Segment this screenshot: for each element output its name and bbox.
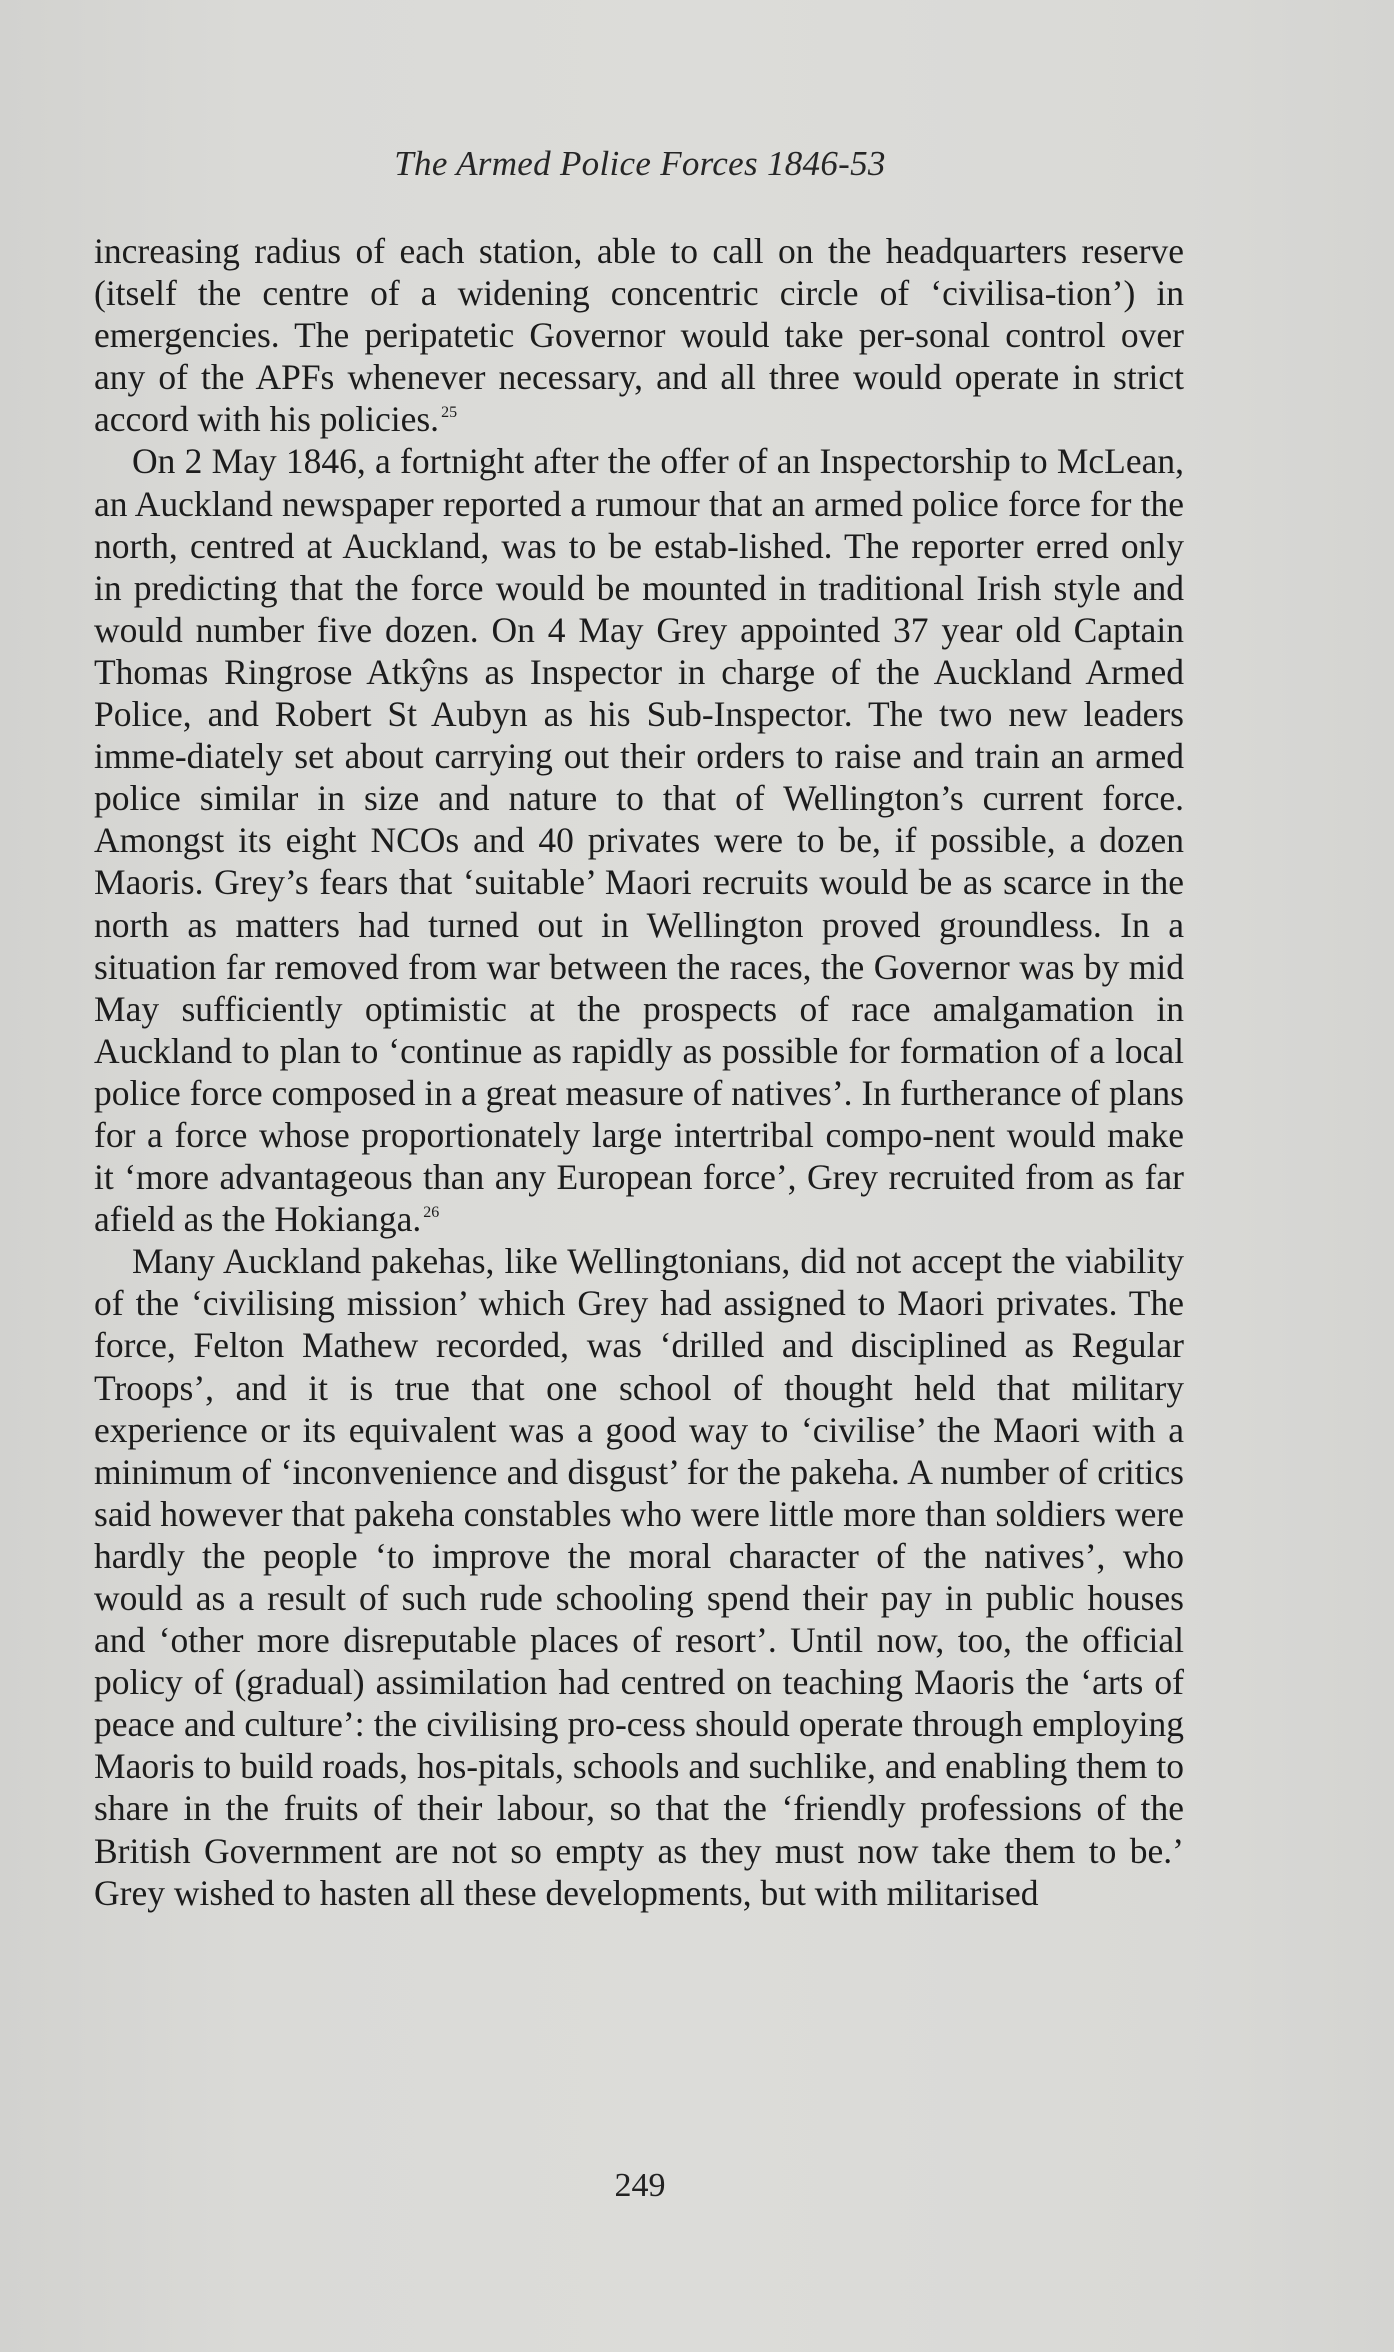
paragraph-2	[94, 440, 1184, 1240]
footnote-ref-26: 26	[423, 1204, 440, 1222]
paragraph-3-text: Many Auckland pakehas, like Wellingtonians, did not accept the viability of the ‘civilising mission’ which Grey had assigned to Maori privates. The force, Felton Mathew recorded, was ‘drilled and disciplined as Regular Troops’, and it is true that one school of thought held that military experience or its equivalent was a good way to ‘civilise’ the Maori with a minimum of ‘inconvenience and disgust’ for the pakeha. A number of critics said however that pakeha constables who were little more than soldiers were hardly the people ‘to improve the moral character of the natives’, who would as a result of such rude schooling spend their pay in public houses and ‘other more disreputable places of resort’. Until now, too, the official policy of (gradual) assimilation had centred on teaching Maoris the ‘arts of peace and culture’: the civilising pro-cess should operate through employing Maoris to build roads, hos-pitals, schools and suchlike, and enabling them to share in the fruits of their labour, so that the ‘friendly professions of the British Government are not so empty as they must now take them to be.’ Grey wished to hasten all these developments, but with militarised	[94, 1241, 1184, 1913]
page-number: 249	[614, 2167, 666, 2204]
running-head: The Armed Police Forces 1846-53	[394, 144, 886, 183]
footnote-ref-25: 25	[441, 404, 458, 422]
paragraph-3	[94, 1240, 1184, 1914]
paragraph-1	[94, 230, 1184, 440]
paragraph-2-text: On 2 May 1846, a fortnight after the offer of an Inspectorship to McLean, an Auckland newspaper reported a rumour that an armed police force for the north, centred at Auckland, was to be estab-lished. The reporter erred only in predicting that the force would be mounted in traditional Irish style and would number five dozen. On 4 May Grey appointed 37 year old Captain Thomas Ringrose Atkŷns as Inspector in charge of the Auckland Armed Police, and Robert St Aubyn as his Sub-Inspector. The two new leaders imme-diately set about carrying out their orders to raise and train an armed police similar in size and nature to that of Wellington’s current force. Amongst its eight NCOs and 40 privates were to be, if possible, a dozen Maoris. Grey’s fears that ‘suitable’ Maori recruits would be as scarce in the north as matters had turned out in Wellington proved groundless. In a situation far removed from war between the races, the Governor was by mid May sufficiently optimistic at the prospects of race amalgamation in Auckland to plan to ‘continue as rapidly as possible for formation of a local police force composed in a great measure of natives’. In furtherance of plans for a force whose proportionately large intertribal compo-nent would make it ‘more advantageous than any European force’, Grey recruited from as far afield as the Hokianga.	[94, 441, 1184, 1240]
body-text	[94, 230, 1184, 1914]
paragraph-1-text: increasing radius of each station, able to call on the headquarters reserve (itself the centre of a widening concentric circle of ‘civilisa-tion’) in emergencies. The peripatetic Governor would take per-sonal control over any of the APFs whenever necessary, and all three would operate in strict accord with his policies.	[94, 231, 1184, 440]
